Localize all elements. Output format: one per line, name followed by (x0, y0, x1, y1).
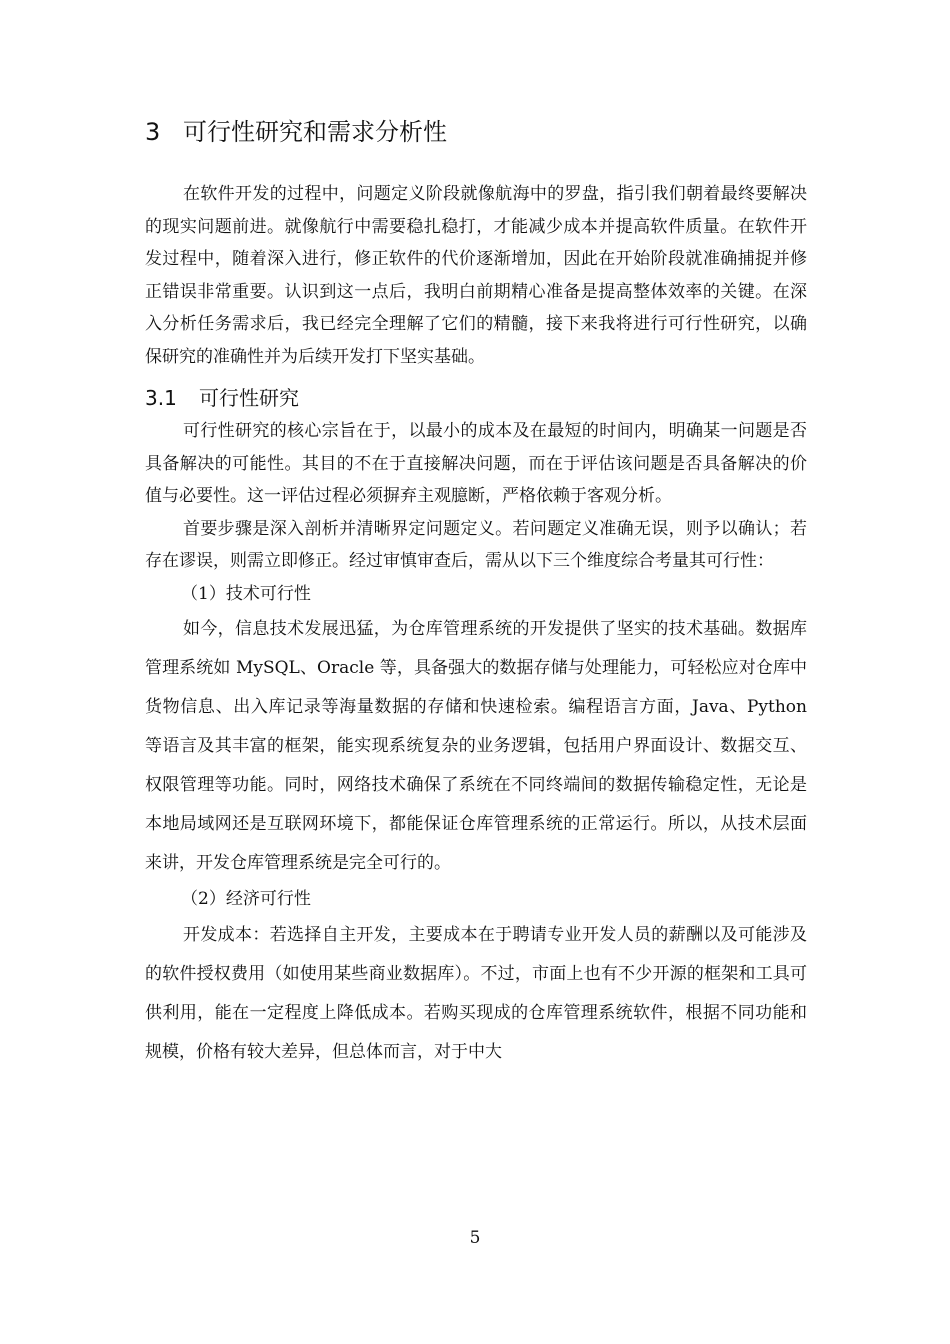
tech-feasibility-paragraph: 如今，信息技术发展迅猛，为仓库管理系统的开发提供了坚实的技术基础。数据库管理系统如 MySQL、Oracle 等，具备强大的数据存储与处理能力，可轻松应对仓库中货物信息、出入库记录等海量数据的存储和快速检索。编程语言方面，Java、Python 等语言及其丰富的框架，能实现系统复杂的业务逻辑，包括用户界面设计、数据交互、权限管理等功能。同时，网络技术确保了系统在不同终端间的数据传输稳定性，无论是本地局域网还是互联网环境下，都能保证仓库管理系统的正常运行。所以，从技术层面来讲，开发仓库管理系统是完全可行的。 (145, 619, 807, 873)
section-number: 3.1 (145, 386, 177, 410)
tech-feasibility-heading: （1）技术可行性 (181, 583, 311, 604)
econ-feasibility-paragraph: 开发成本：若选择自主开发，主要成本在于聘请专业开发人员的薪酬以及可能涉及的软件授权费用（如使用某些商业数据库）。不过，市面上也有不少开源的框架和工具可供利用，能在一定程度上降低成本。若购买现成的仓库管理系统软件，根据不同功能和规模，价格有较大差异，但总体而言，对于中大 (145, 924, 807, 1062)
section-paragraph: 首要步骤是深入剖析并清晰界定问题定义。若问题定义准确无误，则予以确认；若存在谬误，则需立即修正。经过审慎审查后，需从以下三个维度综合考量其可行性： (145, 518, 807, 571)
section-title: 可行性研究 (199, 386, 299, 410)
chapter-number: 3 (145, 118, 161, 146)
chapter-title: 可行性研究和需求分析性 (183, 118, 447, 146)
section-paragraph: 可行性研究的核心宗旨在于，以最小的成本及在最短的时间内，明确某一问题是否具备解决的可能性。其目的不在于直接解决问题，而在于评估该问题是否具备解决的价值与必要性。这一评估过程必须摒弃主观臆断，严格依赖于客观分析。 (145, 421, 807, 506)
section-heading (145, 381, 807, 415)
page-number: 5 (469, 1228, 481, 1248)
chapter-heading (145, 112, 807, 152)
intro-paragraph: 在软件开发的过程中，问题定义阶段就像航海中的罗盘，指引我们朝着最终要解决的现实问题前进。就像航行中需要稳扎稳打，才能减少成本并提高软件质量。在软件开发过程中，随着深入进行，修正软件的代价逐渐增加，因此在开始阶段就准确捕捉并修正错误非常重要。认识到这一点后，我明白前期精心准备是提高整体效率的关键。在深入分析任务需求后，我已经完全理解了它们的精髓，接下来我将进行可行性研究，以确保研究的准确性并为后续开发打下坚实基础。 (145, 184, 807, 367)
econ-feasibility-heading: （2）经济可行性 (181, 889, 311, 909)
page-content (145, 112, 807, 1072)
